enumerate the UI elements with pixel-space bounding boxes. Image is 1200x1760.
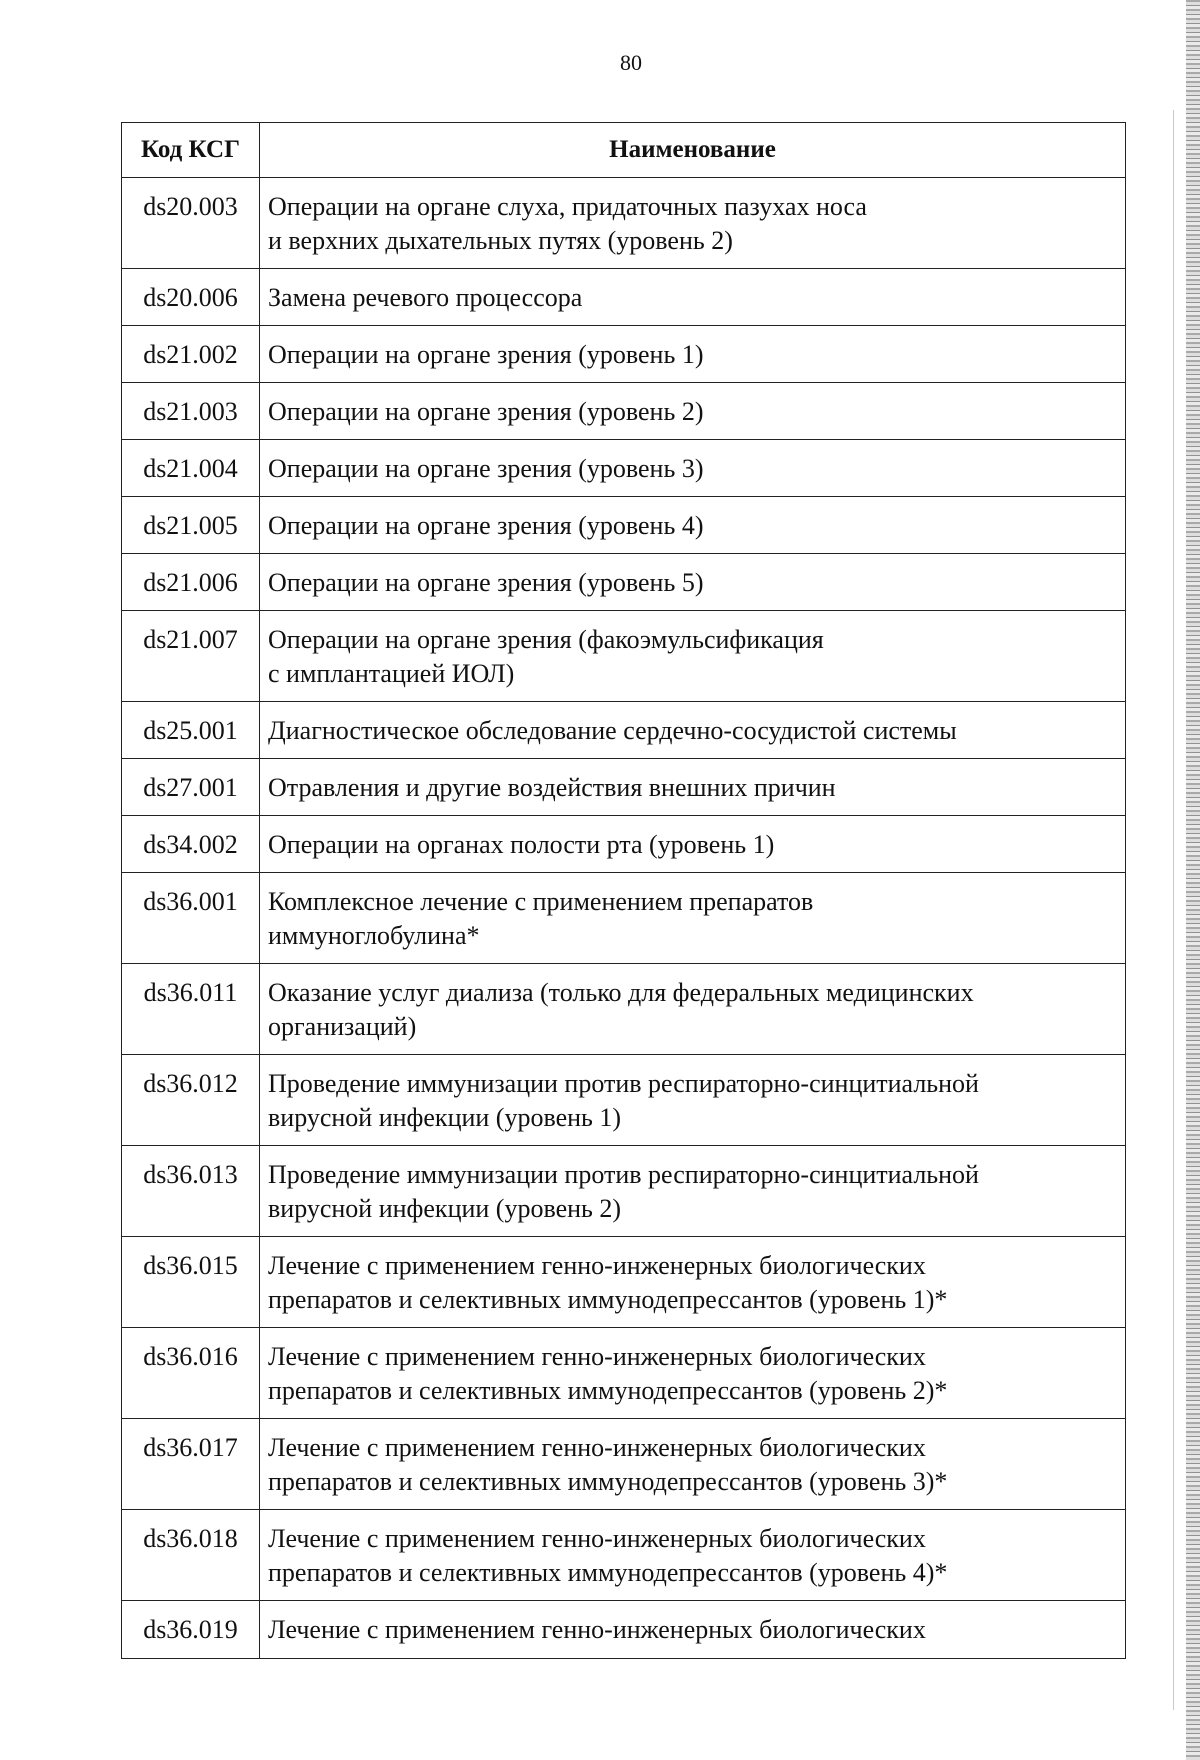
table-row <box>122 964 1126 1055</box>
table-row <box>122 873 1126 964</box>
ksg-code-cell: ds36.017 <box>122 1419 260 1510</box>
table-row <box>122 326 1126 383</box>
ksg-code-cell: ds36.019 <box>122 1601 260 1659</box>
ksg-name-cell: Операции на органе зрения (уровень 1) <box>260 326 1126 383</box>
ksg-name-cell: Операции на органе зрения (уровень 3) <box>260 440 1126 497</box>
ksg-code-cell: ds36.011 <box>122 964 260 1055</box>
ksg-code-cell: ds36.012 <box>122 1055 260 1146</box>
header-name: Наименование <box>260 123 1126 178</box>
ksg-code-cell: ds21.002 <box>122 326 260 383</box>
table-row <box>122 1055 1126 1146</box>
table-row <box>122 1601 1126 1659</box>
ksg-table <box>121 122 1126 1659</box>
ksg-code-cell: ds20.006 <box>122 269 260 326</box>
table-row <box>122 816 1126 873</box>
table-row <box>122 1419 1126 1510</box>
ksg-code-cell: ds21.004 <box>122 440 260 497</box>
ksg-name-cell: Лечение с применением генно-инженерных биологических <box>260 1601 1126 1659</box>
ksg-code-cell: ds36.013 <box>122 1146 260 1237</box>
ksg-name-cell: Проведение иммунизации против респираторно-синцитиальной вирусной инфекции (уровень 2) <box>260 1146 1126 1237</box>
ksg-code-cell: ds36.015 <box>122 1237 260 1328</box>
ksg-name-cell: Операции на органах полости рта (уровень 1) <box>260 816 1126 873</box>
table-row <box>122 1146 1126 1237</box>
ksg-code-cell: ds21.006 <box>122 554 260 611</box>
table-row <box>122 1510 1126 1601</box>
table-row <box>122 1328 1126 1419</box>
ksg-code-cell: ds34.002 <box>122 816 260 873</box>
ksg-name-cell: Диагностическое обследование сердечно-сосудистой системы <box>260 702 1126 759</box>
ksg-name-cell: Операции на органе зрения (уровень 2) <box>260 383 1126 440</box>
ksg-code-cell: ds21.005 <box>122 497 260 554</box>
ksg-name-cell: Лечение с применением генно-инженерных биологических препаратов и селективных иммунодепрессантов (уровень 3)* <box>260 1419 1126 1510</box>
table-row <box>122 759 1126 816</box>
ksg-name-cell: Комплексное лечение с применением препаратов иммуноглобулина* <box>260 873 1126 964</box>
scan-edge-shadow <box>1186 0 1200 1760</box>
ksg-code-cell: ds25.001 <box>122 702 260 759</box>
ksg-code-cell: ds21.003 <box>122 383 260 440</box>
ksg-name-cell: Операции на органе слуха, придаточных пазухах носа и верхних дыхательных путях (уровень 2) <box>260 178 1126 269</box>
table-row <box>122 1237 1126 1328</box>
table-row <box>122 611 1126 702</box>
table-row <box>122 383 1126 440</box>
header-code: Код КСГ <box>122 123 260 178</box>
table-row <box>122 269 1126 326</box>
scan-edge-line <box>1173 110 1174 1710</box>
ksg-name-cell: Замена речевого процессора <box>260 269 1126 326</box>
ksg-name-cell: Лечение с применением генно-инженерных биологических препаратов и селективных иммунодепрессантов (уровень 2)* <box>260 1328 1126 1419</box>
ksg-name-cell: Проведение иммунизации против респираторно-синцитиальной вирусной инфекции (уровень 1) <box>260 1055 1126 1146</box>
table-row <box>122 554 1126 611</box>
table-row <box>122 178 1126 269</box>
ksg-code-cell: ds27.001 <box>122 759 260 816</box>
table-row <box>122 497 1126 554</box>
ksg-code-cell: ds20.003 <box>122 178 260 269</box>
ksg-name-cell: Операции на органе зрения (уровень 4) <box>260 497 1126 554</box>
ksg-name-cell: Операции на органе зрения (факоэмульсификация с имплантацией ИОЛ) <box>260 611 1126 702</box>
ksg-code-cell: ds36.016 <box>122 1328 260 1419</box>
ksg-code-cell: ds36.001 <box>122 873 260 964</box>
table-row <box>122 702 1126 759</box>
ksg-code-cell: ds36.018 <box>122 1510 260 1601</box>
page-number: 80 <box>620 50 642 75</box>
table-body <box>122 178 1126 1659</box>
ksg-name-cell: Отравления и другие воздействия внешних причин <box>260 759 1126 816</box>
table-row <box>122 440 1126 497</box>
ksg-name-cell: Лечение с применением генно-инженерных биологических препаратов и селективных иммунодепрессантов (уровень 4)* <box>260 1510 1126 1601</box>
ksg-code-cell: ds21.007 <box>122 611 260 702</box>
ksg-name-cell: Лечение с применением генно-инженерных биологических препаратов и селективных иммунодепрессантов (уровень 1)* <box>260 1237 1126 1328</box>
ksg-name-cell: Операции на органе зрения (уровень 5) <box>260 554 1126 611</box>
table-header-row <box>122 123 1126 178</box>
ksg-name-cell: Оказание услуг диализа (только для федеральных медицинских организаций) <box>260 964 1126 1055</box>
